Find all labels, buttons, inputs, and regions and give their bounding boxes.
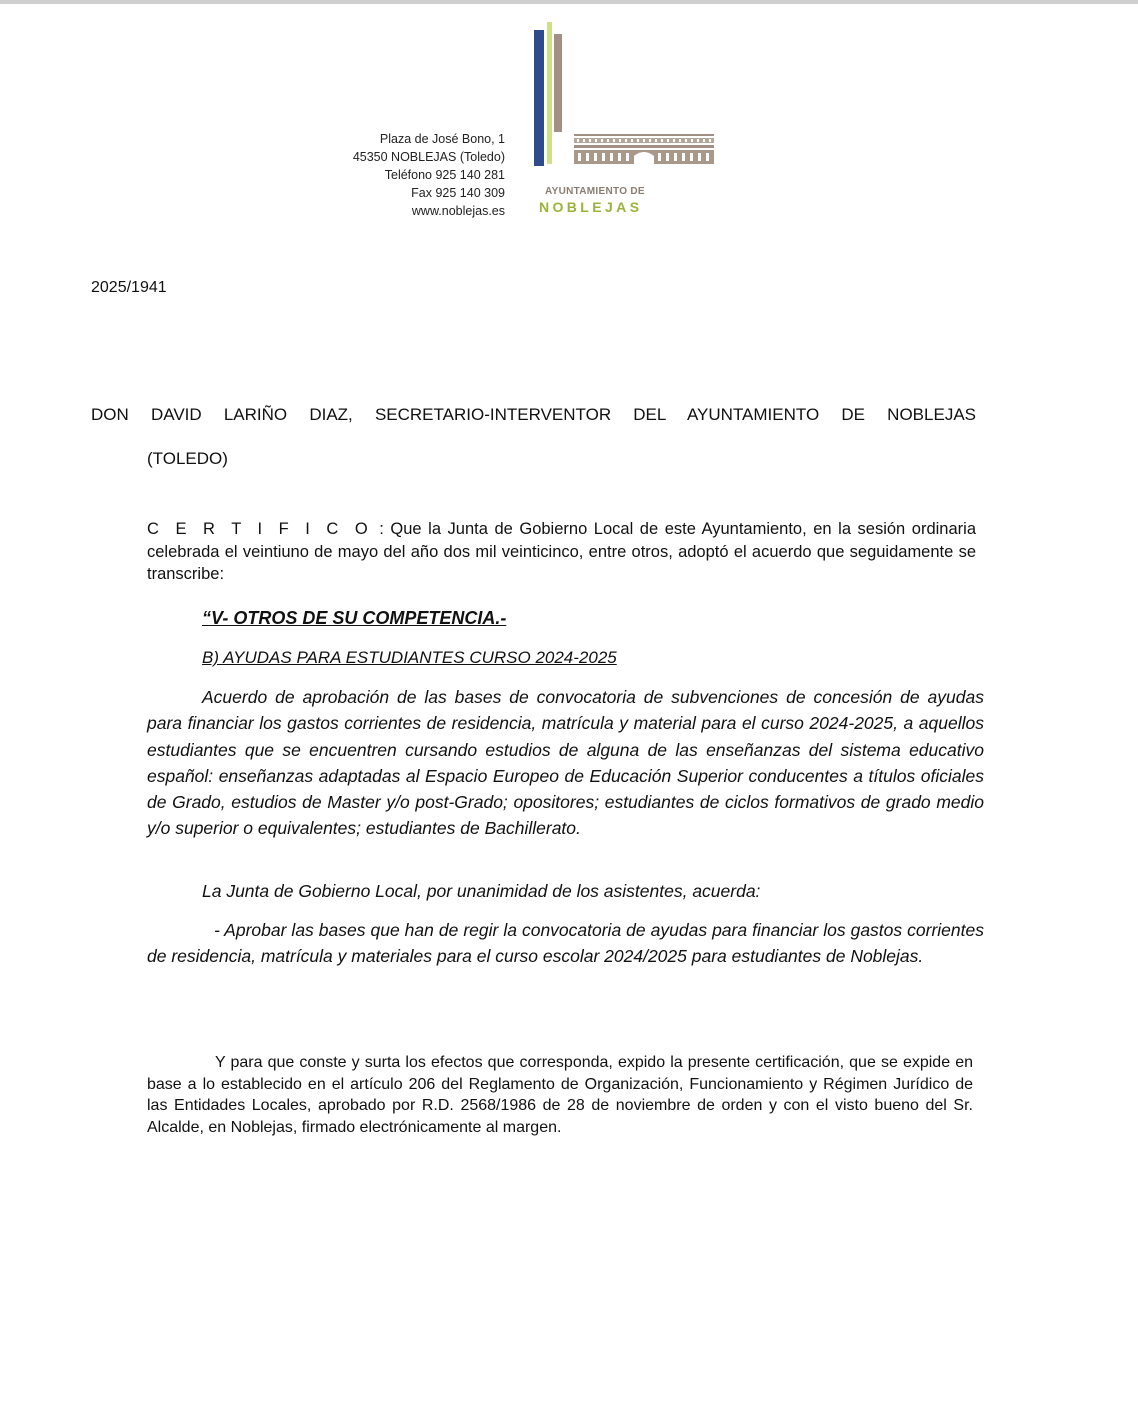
logo-blue-bar [534, 30, 544, 166]
logo-title: NOBLEJAS [539, 199, 643, 215]
agreement-paragraph-2 [147, 878, 984, 904]
certifico-paragraph [147, 518, 976, 586]
document-reference: 2025/1941 [91, 279, 167, 296]
agreement-paragraph-1-text: Acuerdo de aprobación de las bases de convocatoria de subvenciones de concesión de ayudas para financiar los gastos corrientes de residencia, matrícula y material para el curso 2024-2025, a aquellos estudiantes que se encuentren cursando estudios de alguna de las enseñanzas del sistema educativo español: enseñanzas adaptadas al Espacio Europeo de Educación Superior conducentes a títulos oficiales de Grado, estudios de Master y/o post-Grado; opositores; estudiantes de ciclos formativos de grado medio y/o superior o equivalentes; estudiantes de Bachillerato. [147, 687, 984, 839]
address-phone: Teléfono 925 140 281 [384, 168, 505, 182]
agreement-paragraph-3-text: - Aprobar las bases que han de regir la convocatoria de ayudas para financiar los gastos corrientes de residencia, matrícula y materiales para el curso escolar 2024/2025 para estudiantes de Noblejas. [147, 920, 984, 967]
certifico-text: : Que la Junta de Gobierno Local de este Ayuntamiento, en la sesión ordinaria celebrada el veintiuno de mayo del año dos mil veinticinco, entre otros, adoptó el acuerdo que seguidamente se transcribe: [147, 520, 976, 583]
closing-paragraph-text: Y para que conste y surta los efectos que corresponda, expido la presente certificación, que se expide en base a lo establecido en el artículo 206 del Reglamento de Organización, Funcionamiento y Régimen Jurídico de las Entidades Locales, aprobado por R.D. 2568/1986 de 28 de noviembre de orden y con el visto bueno del Sr. Alcalde, en Noblejas, firmado electrónicamente al margen. [147, 1054, 973, 1136]
municipal-address [353, 130, 505, 220]
logo-green-bar [547, 22, 552, 164]
issuer-location: (TOLEDO) [147, 449, 228, 468]
address-city: 45350 NOBLEJAS (Toledo) [352, 150, 505, 164]
agreement-subheading: B) AYUDAS PARA ESTUDIANTES CURSO 2024-2025 [202, 648, 617, 667]
agreement-paragraph-2-text: La Junta de Gobierno Local, por unanimidad de los asistentes, acuerda: [202, 881, 761, 901]
closing-paragraph [147, 1052, 973, 1138]
logo-subtitle: AYUNTAMIENTO DE [545, 186, 645, 197]
logo-building-icon [574, 134, 714, 166]
address-website: www.noblejas.es [411, 204, 505, 218]
agreement-paragraph-1 [147, 684, 984, 842]
page-top-border [0, 0, 1138, 4]
certifico-word: C E R T I F I C O [147, 520, 373, 538]
address-street: Plaza de José Bono, 1 [379, 132, 505, 146]
issuer-line: DON DAVID LARIÑO DIAZ, SECRETARIO-INTERVENTOR DEL AYUNTAMIENTO DE NOBLEJAS [91, 405, 976, 424]
logo-brown-bar [554, 34, 562, 132]
address-fax: Fax 925 140 309 [411, 186, 505, 200]
agreement-paragraph-3 [147, 917, 984, 970]
agreement-section-heading: “V- OTROS DE SU COMPETENCIA.- [202, 608, 507, 628]
